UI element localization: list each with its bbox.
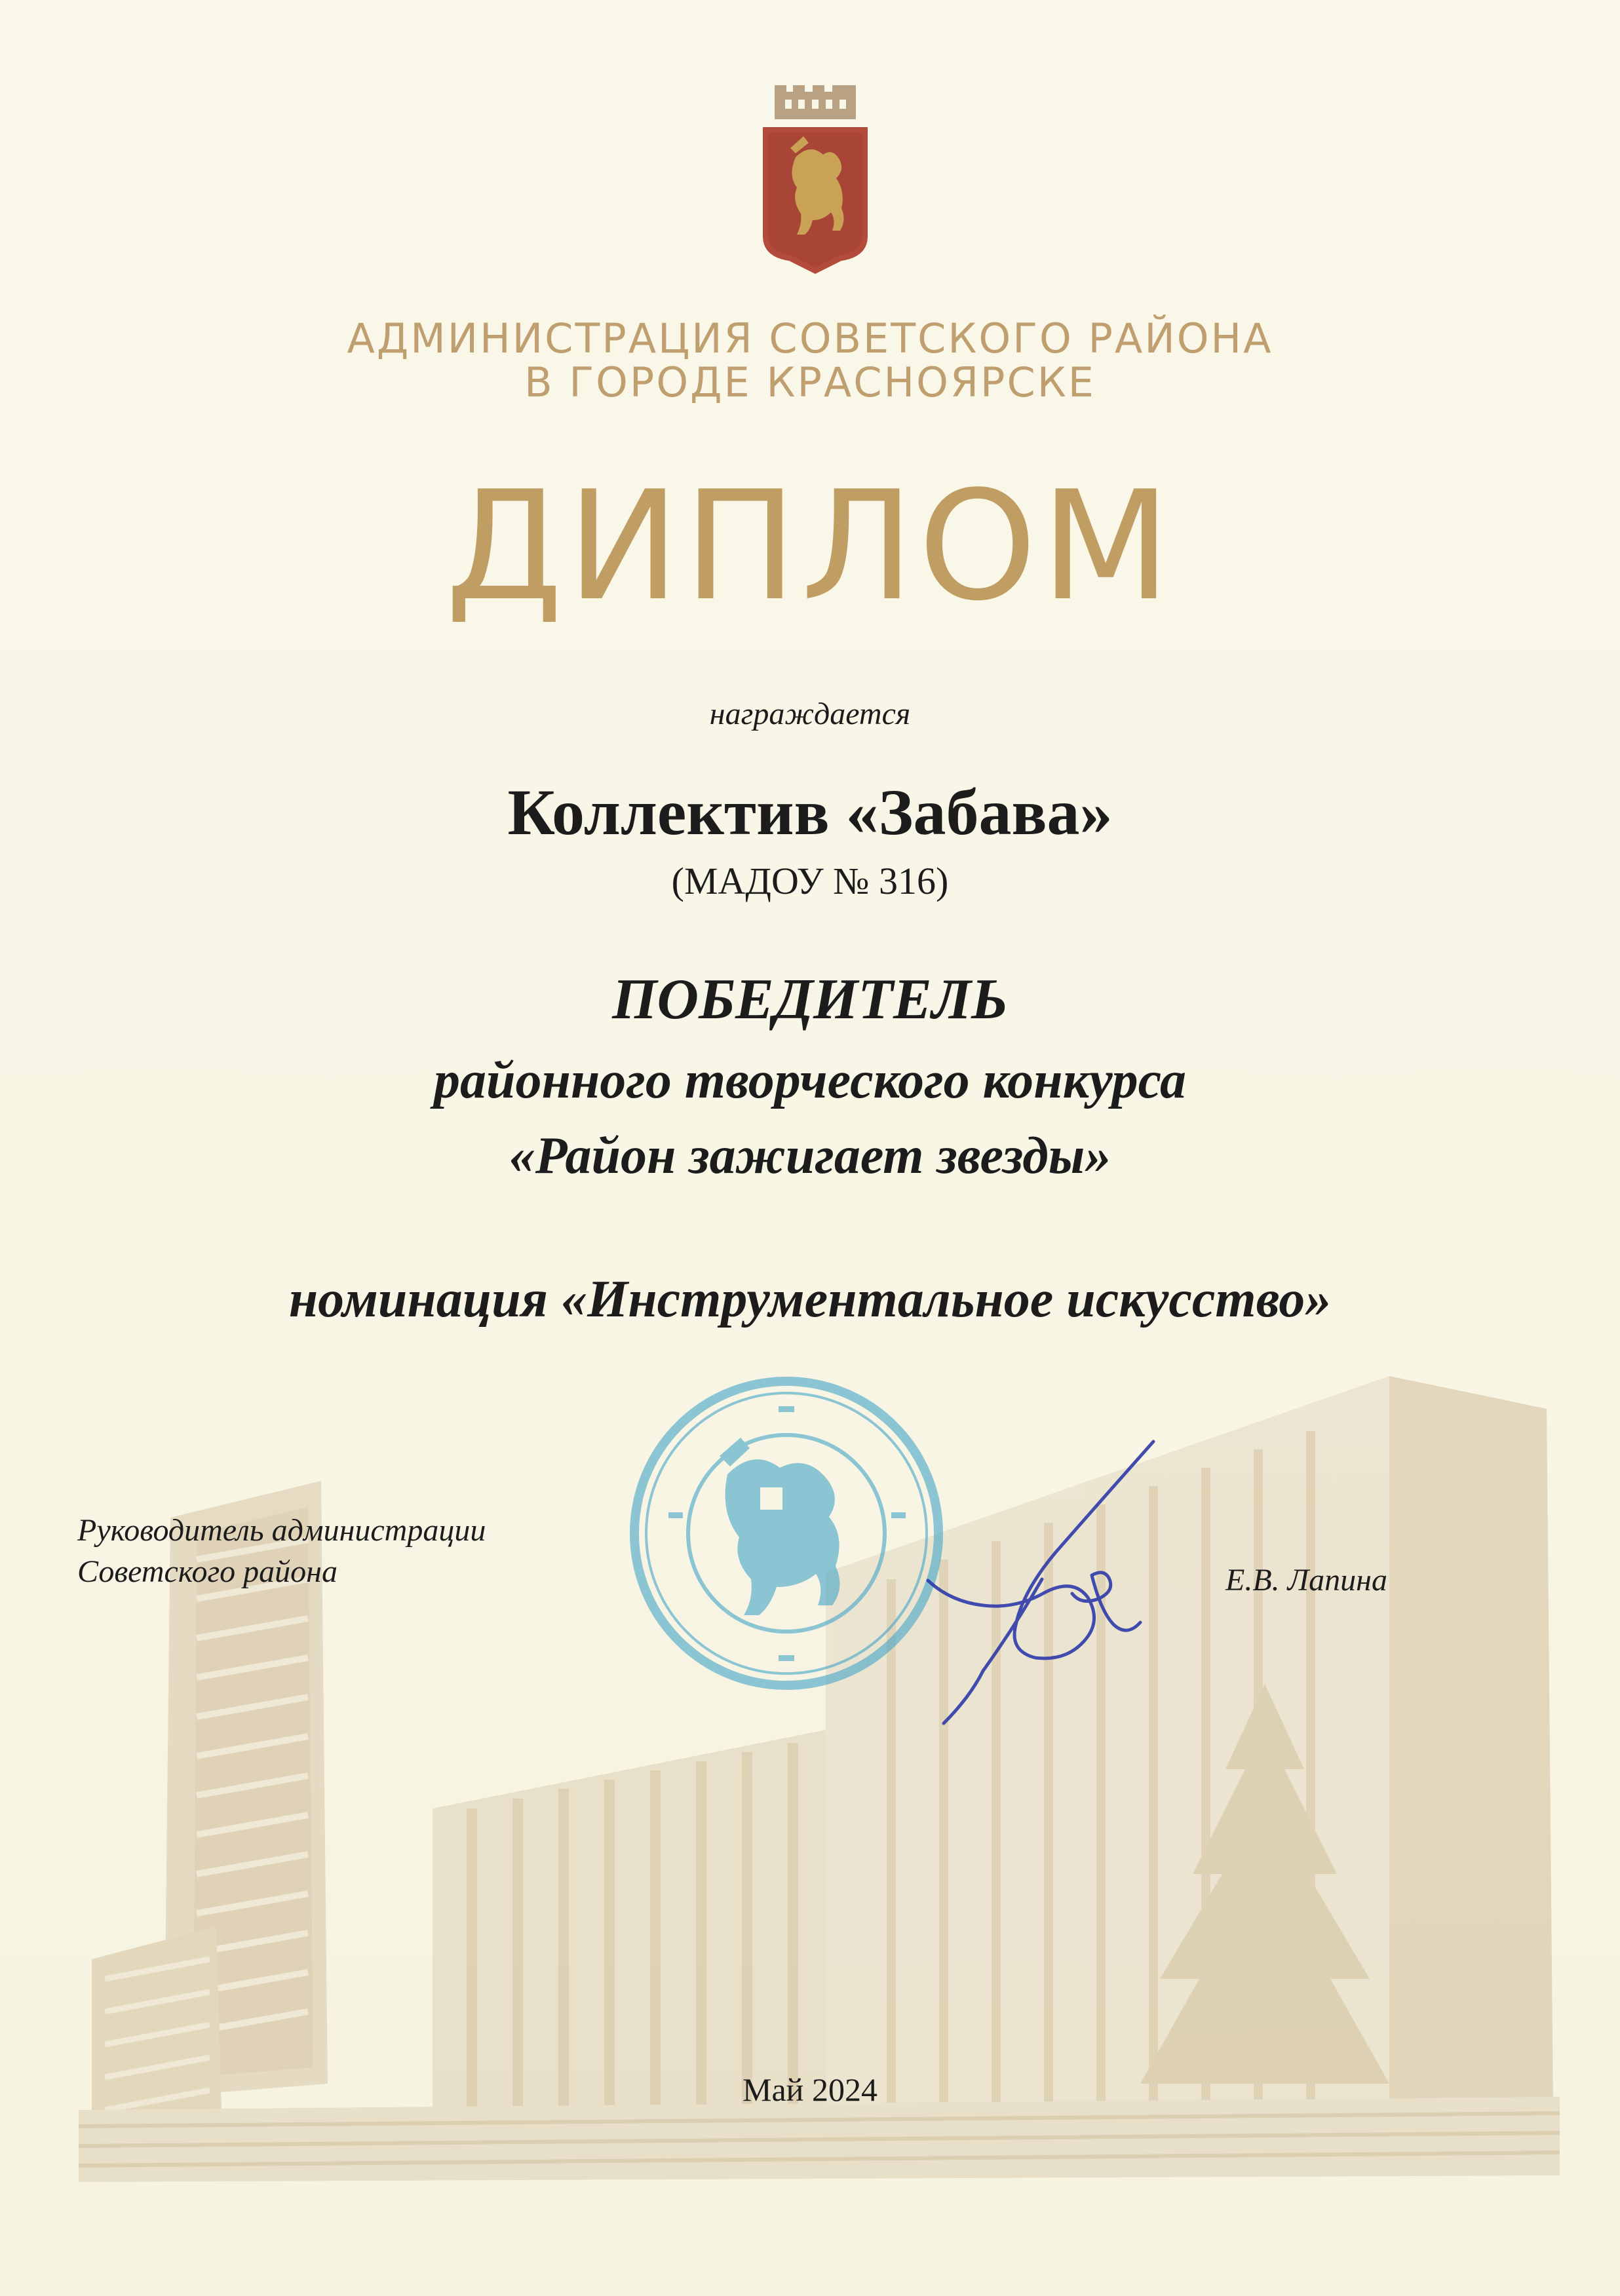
issue-date: Май 2024 — [742, 2071, 878, 2108]
contest-description: районного творческого конкурса — [433, 1052, 1187, 1109]
recipient-organization: (МАДОУ № 316) — [671, 860, 949, 902]
coat-of-arms-emblem — [750, 85, 881, 275]
recipient-name: Коллектив «Забава» — [507, 776, 1113, 849]
signer-title-line-2: Советского района — [77, 1554, 338, 1589]
awarded-label: награждается — [709, 697, 911, 731]
organization-name-line-1: АДМИНИСТРАЦИЯ СОВЕТСКОГО РАЙОНА — [347, 315, 1273, 362]
signer-name: Е.В. Лапина — [1225, 1563, 1387, 1598]
organization-name-line-2: В ГОРОДЕ КРАСНОЯРСКЕ — [524, 358, 1096, 406]
signer-title — [77, 1510, 486, 1592]
official-stamp — [623, 1369, 950, 1697]
handwritten-signature — [904, 1428, 1180, 1736]
diploma-title: ДИПЛОМ — [445, 459, 1175, 634]
signer-title-line-1: Руководитель администрации — [77, 1513, 486, 1548]
contest-name: «Район зажигает звезды» — [509, 1127, 1111, 1185]
award-status: ПОБЕДИТЕЛЬ — [612, 968, 1008, 1031]
nomination: номинация «Инструментальное искусство» — [288, 1271, 1332, 1328]
